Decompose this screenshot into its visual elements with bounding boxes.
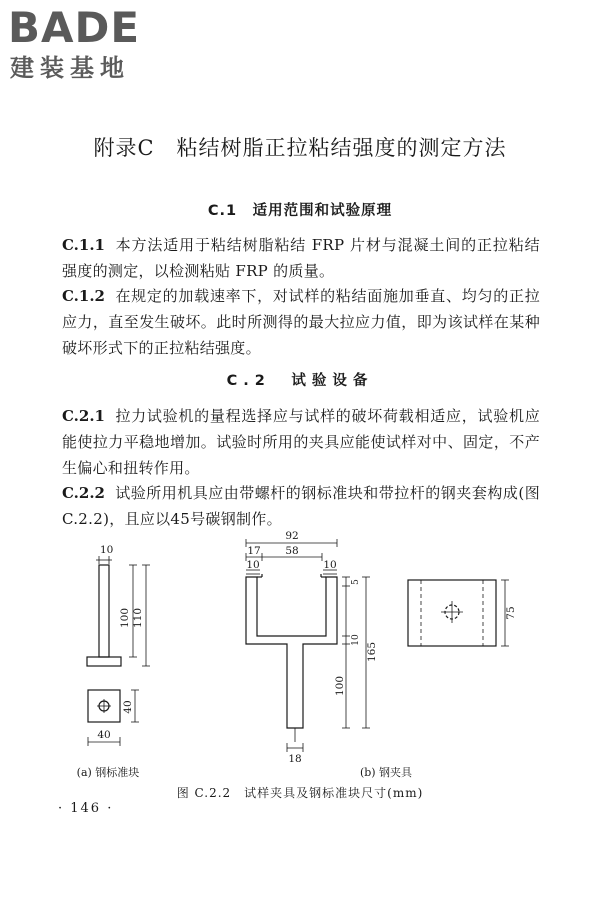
dim-b-top-gap: 5: [351, 579, 361, 585]
dim-b-rod-len: 100: [334, 675, 346, 697]
clause-text: 试验所用机具应由带螺杆的钢标准块和带拉杆的钢夹套构成(图C.2.2)，且应以45号碳钢制作。: [62, 484, 540, 528]
clause-number: C.2.2: [62, 484, 105, 502]
logo-brand: BADE: [8, 3, 141, 52]
section-title-c2: C.2 试验设备: [226, 373, 374, 389]
dim-a-block-h: 40: [122, 700, 134, 714]
clause-number: C.2.1: [62, 407, 105, 425]
dim-b-lip-right: 10: [323, 559, 337, 571]
dim-a-top-width: 10: [100, 544, 114, 556]
page-number: · 146 ·: [58, 801, 114, 816]
clause-number: C.1.1: [62, 236, 105, 254]
appendix-title: 附录C 粘结树脂正拉粘结强度的测定方法: [93, 136, 507, 160]
dim-b-rod-w: 18: [288, 753, 302, 765]
dim-b-lip-left: 10: [246, 559, 260, 571]
dim-b-plate-h: 75: [505, 606, 517, 620]
dim-b-base-thk: 10: [351, 634, 361, 646]
dim-a-shaft-len: 100: [119, 607, 131, 629]
clause-c-1-2: [62, 283, 540, 361]
dim-b-inner: 58: [285, 545, 299, 557]
steel-fixture-side-view: [246, 574, 337, 728]
clause-c-2-1: [62, 403, 540, 481]
section-title-c1: C.1 适用范围和试验原理: [207, 203, 393, 219]
logo-subtitle: 建装基地: [10, 54, 130, 82]
clause-text: 在规定的加载速率下，对试样的粘结面施加垂直、均匀的正拉应力，直至发生破坏。此时所测得的最大拉应力值，即为该试样在某种破坏形式下的正拉粘结强度。: [62, 287, 540, 357]
clause-text: 本方法适用于粘结树脂粘结 FRP 片材与混凝土间的正拉粘结强度的测定，以检测粘贴 FRP 的质量。: [62, 236, 540, 280]
standard-block-side-view: [87, 565, 121, 666]
steel-fixture-top-view: [408, 580, 496, 646]
clause-text: 拉力试验机的量程选择应与试样的破坏荷载相适应，试验机应能使拉力平稳地增加。试验时所用的夹具应能使试样对中、固定，不产生偏心和扭转作用。: [62, 407, 540, 477]
dim-b-left-offset: 17: [247, 545, 261, 557]
figure-caption: 图 C.2.2 试样夹具及钢标准块尺寸(mm): [176, 786, 424, 800]
dim-b-width: 92: [285, 530, 299, 542]
dim-a-total-len: 110: [132, 607, 144, 629]
clause-c-1-1: [62, 232, 540, 284]
clause-number: C.1.2: [62, 287, 105, 305]
figure-label-b: (b) 钢夹具: [359, 766, 413, 779]
figure-c-2-2: [0, 530, 600, 780]
standard-block-top-view: [88, 690, 120, 722]
clause-c-2-2: [62, 480, 540, 532]
brand-logo: [8, 3, 183, 86]
dim-b-total-h: 165: [366, 641, 378, 663]
figure-label-a: (a) 钢标准块: [76, 766, 140, 779]
dim-a-block-w: 40: [97, 729, 111, 741]
